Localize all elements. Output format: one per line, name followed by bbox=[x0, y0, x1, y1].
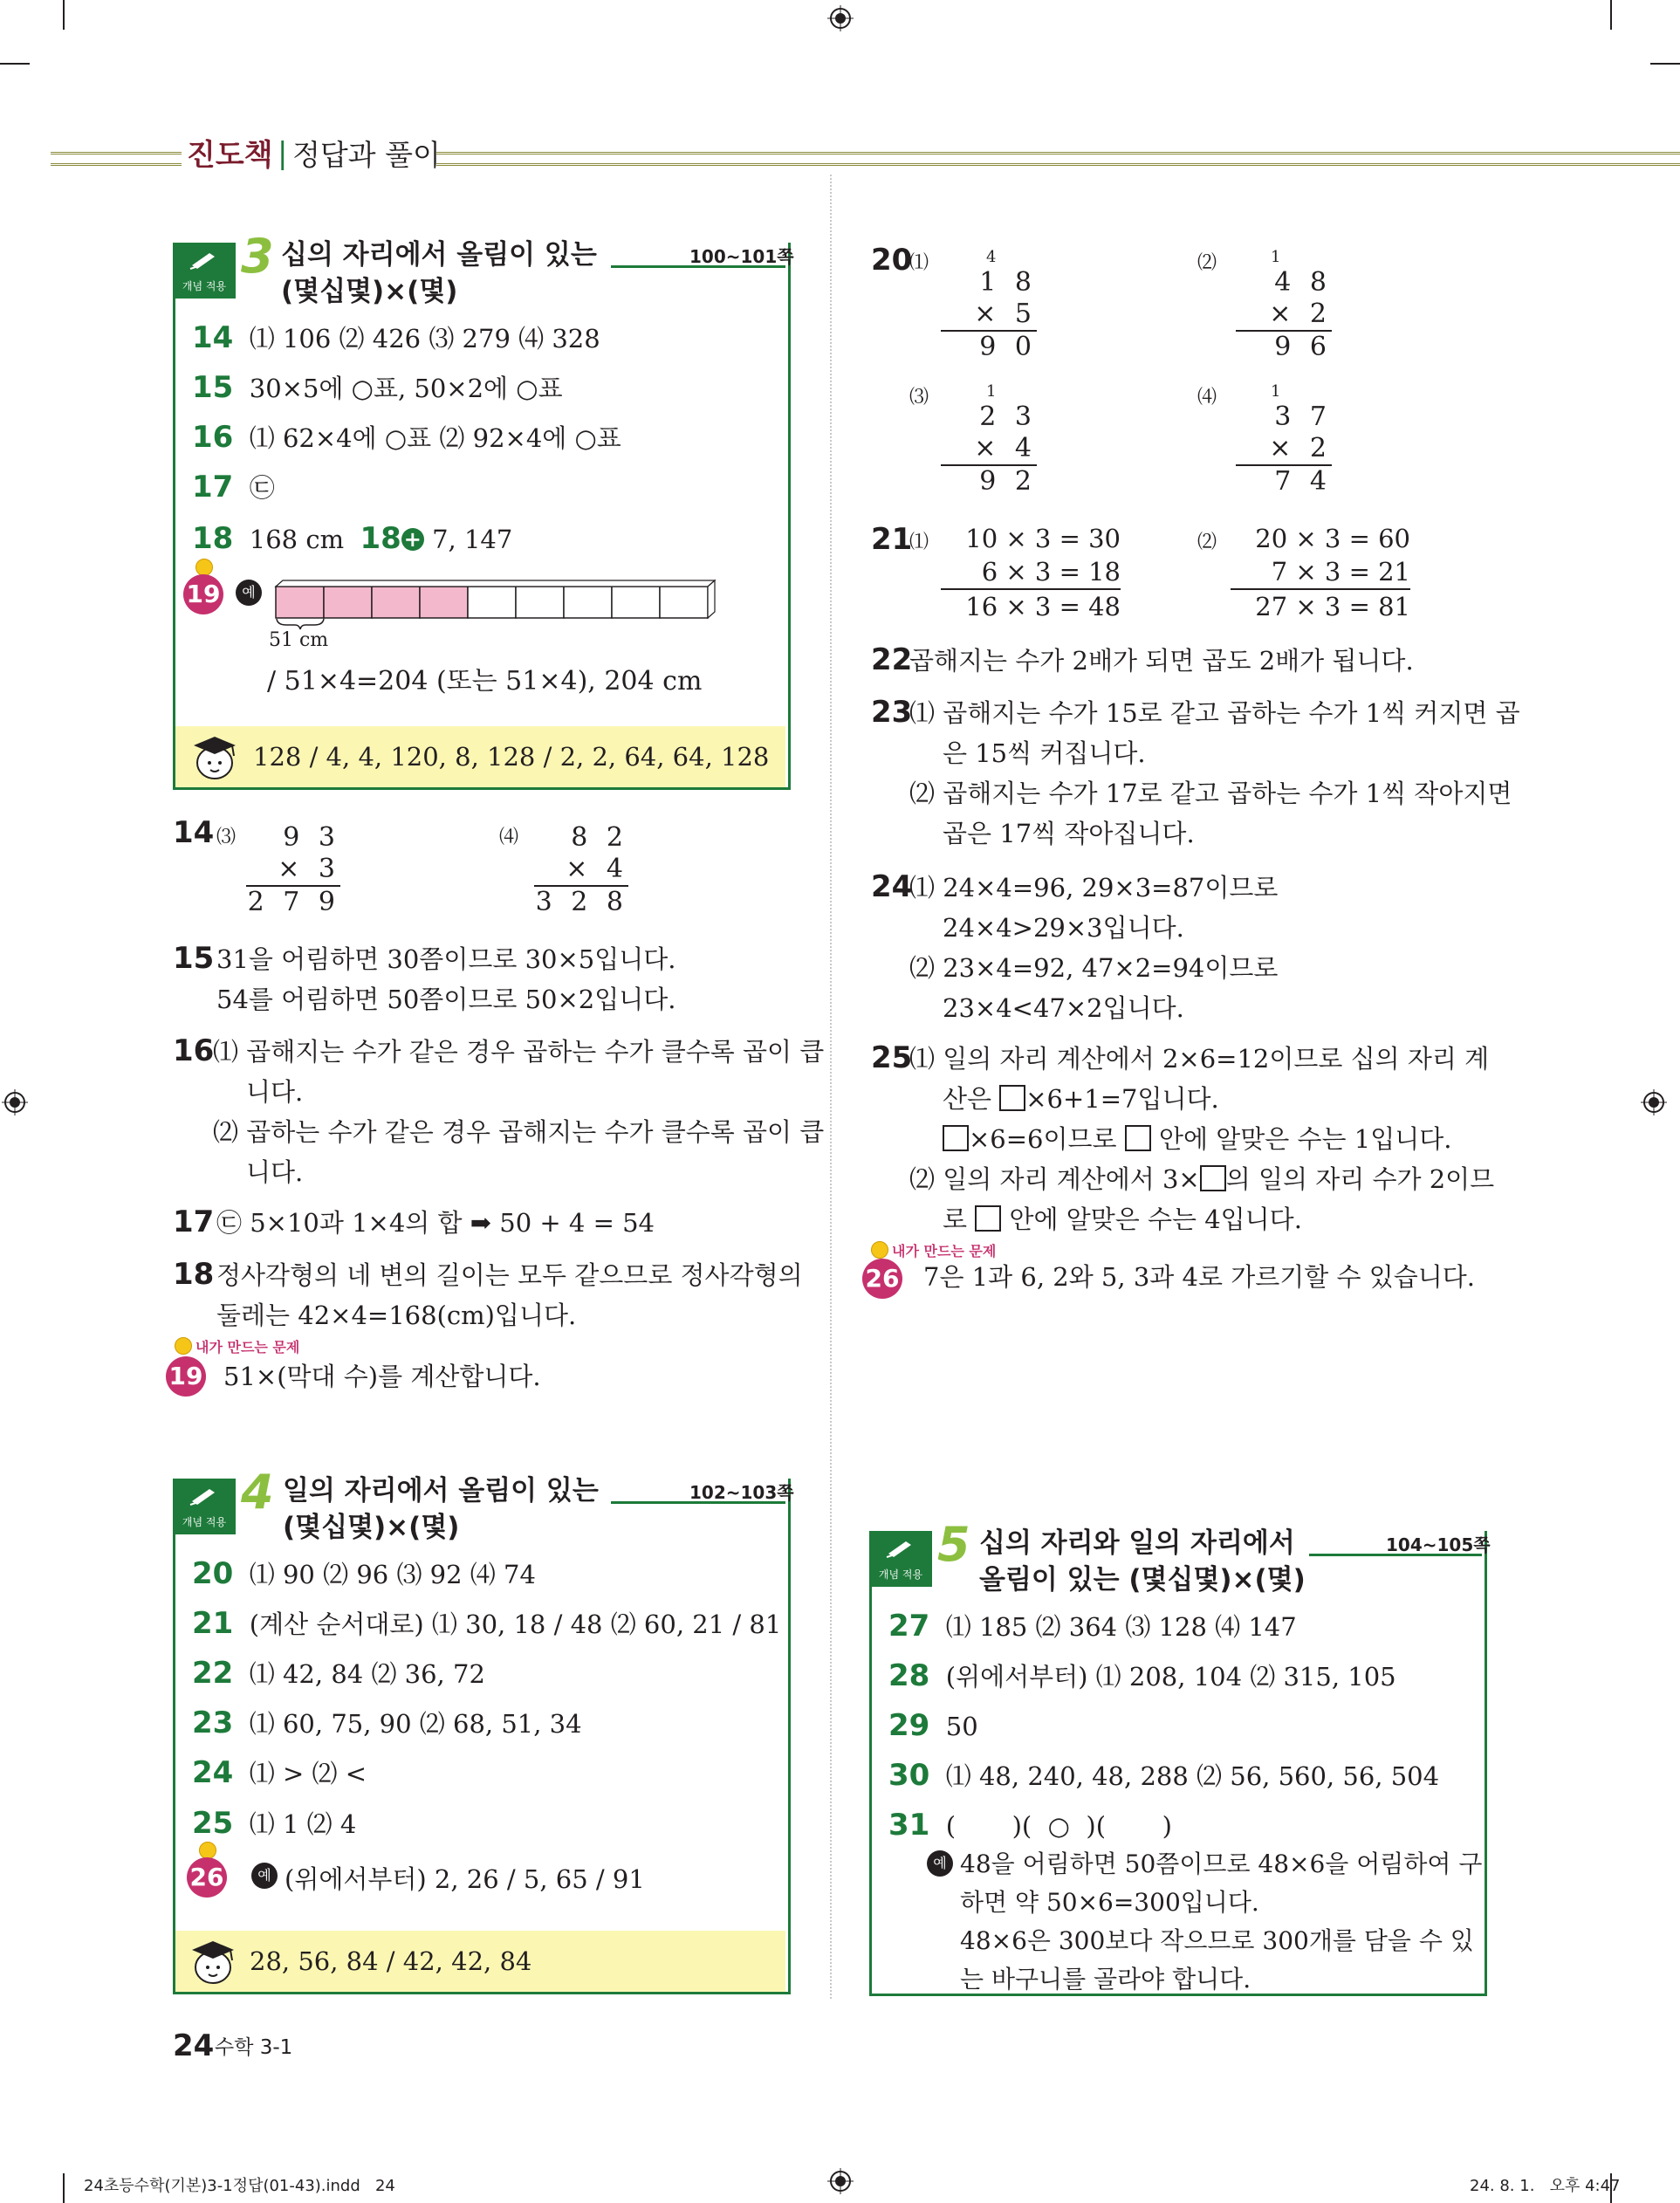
mult-b-row-1: 8 2 bbox=[571, 822, 628, 853]
sol-25-line-5 bbox=[943, 1199, 1302, 1239]
sol-23-line-2: 은 15씩 커집니다. bbox=[943, 738, 1146, 768]
sol-21-table-1 bbox=[941, 522, 1121, 623]
sol-20-mult-4 bbox=[1236, 382, 1332, 498]
scholar-character-icon bbox=[185, 1936, 237, 1985]
sec4-line-22 bbox=[192, 1653, 485, 1694]
sol-19-text: 51×(막대 수)를 계산합니다. bbox=[223, 1362, 541, 1391]
text-part: 안에 알맞은 수는 1입니다. bbox=[1150, 1124, 1452, 1154]
section-4-title-1: 일의 자리에서 올림이 있는 bbox=[283, 1475, 599, 1506]
q19-example-mark: 예 bbox=[236, 580, 262, 606]
crop-mark-top-left-v bbox=[63, 0, 65, 30]
smiley-icon-sol-26 bbox=[871, 1241, 888, 1259]
calc-row: 27 × 3 = 81 bbox=[1255, 592, 1410, 621]
sol-23-line-1: ⑴ 곱해지는 수가 15로 같고 곱하는 수가 1씩 커지면 곱 bbox=[909, 698, 1520, 728]
calc-row: 10 × 3 = 30 bbox=[965, 524, 1121, 553]
text-part: 로 bbox=[943, 1204, 976, 1234]
q28-number: 28 bbox=[888, 1658, 930, 1693]
q14-number: 14 bbox=[192, 320, 234, 355]
section-5-pages: 104~105쪽 bbox=[1386, 1534, 1491, 1555]
text-part: ×6+1=7입니다. bbox=[1025, 1084, 1219, 1114]
header-separator: | bbox=[278, 136, 288, 171]
sol-18-line-2: 둘레는 42×4=168(cm)입니다. bbox=[216, 1301, 577, 1330]
registration-mark-right bbox=[1641, 1089, 1667, 1115]
q19-bar-diagram bbox=[272, 578, 726, 621]
section-4-badge-label: 개념 적용 bbox=[182, 1516, 227, 1528]
q18-number: 18 bbox=[192, 521, 234, 556]
q21-answer: (계산 순서대로) ⑴ 30, 18 / 48 ⑵ 60, 21 / 81 bbox=[249, 1609, 782, 1639]
sol-25-number: 25 bbox=[871, 1040, 913, 1075]
bar-length-label: 51 cm bbox=[269, 629, 329, 651]
sol-21-number: 21 bbox=[871, 522, 913, 557]
sol-14-mult-a bbox=[246, 822, 340, 918]
sol-23-number: 23 bbox=[871, 695, 913, 730]
smiley-icon-26 bbox=[199, 1842, 216, 1859]
q14-answer: ⑴ 106 ⑵ 426 ⑶ 279 ⑷ 328 bbox=[249, 324, 600, 353]
q31-choices: ( )( ○ )( ) bbox=[945, 1811, 1172, 1841]
q18-plus-answer: 7, 147 bbox=[432, 525, 513, 554]
q26-answer: (위에서부터) 2, 26 / 5, 65 / 91 bbox=[285, 1864, 645, 1894]
mult-row: 9 0 bbox=[941, 330, 1037, 363]
crop-mark-top-right-v bbox=[1610, 0, 1612, 30]
mult-row: × 5 bbox=[974, 299, 1037, 329]
q20-number: 20 bbox=[192, 1556, 234, 1591]
q17-number: 17 bbox=[192, 470, 234, 504]
sec4-line-20 bbox=[192, 1554, 536, 1595]
sol-26-tag: 내가 만드는 문제 bbox=[892, 1243, 997, 1259]
footer-subject: 수학 3-1 bbox=[215, 2036, 293, 2059]
carry-digit: 1 bbox=[986, 382, 997, 401]
sec4-line-23 bbox=[192, 1703, 582, 1744]
text-part: 산은 bbox=[943, 1084, 1000, 1114]
section-3-number: 3 bbox=[241, 229, 274, 284]
section-5-number: 5 bbox=[937, 1517, 970, 1572]
smiley-icon-sol-19 bbox=[175, 1337, 192, 1355]
q31-line-4: 는 바구니를 골라야 합니다. bbox=[960, 1965, 1251, 1994]
sol-16-line-4: 니다. bbox=[246, 1157, 304, 1187]
scholar-character-icon bbox=[187, 731, 239, 780]
q24-number: 24 bbox=[192, 1755, 234, 1790]
q23-answer: ⑴ 60, 75, 90 ⑵ 68, 51, 34 bbox=[249, 1709, 582, 1739]
sol-16-line-3: ⑵ 곱하는 수가 같은 경우 곱해지는 수가 클수록 곱이 큽 bbox=[213, 1117, 825, 1147]
sol-15-number: 15 bbox=[173, 941, 215, 976]
q22-number: 22 bbox=[192, 1656, 234, 1691]
section-5-badge bbox=[869, 1531, 932, 1587]
column-divider bbox=[830, 175, 832, 1999]
sol-25-line-4 bbox=[909, 1159, 1494, 1199]
sec5-line-31 bbox=[888, 1805, 1172, 1846]
sol-21-label-2: ⑵ bbox=[1197, 532, 1217, 553]
sol-25-line-2 bbox=[943, 1079, 1219, 1119]
crop-mark-top-right bbox=[1650, 63, 1680, 65]
section-4-pages: 102~103쪽 bbox=[689, 1482, 794, 1503]
q23-number: 23 bbox=[192, 1705, 234, 1740]
sec3-line-18 bbox=[192, 518, 512, 559]
q21-number: 21 bbox=[192, 1606, 234, 1641]
header-brand: 진도책 bbox=[187, 138, 273, 173]
q18-plus-number: 18 bbox=[360, 521, 401, 556]
blank-box-icon bbox=[1200, 1165, 1226, 1191]
blank-box-icon bbox=[999, 1085, 1025, 1111]
sol-14-label-b: ⑷ bbox=[499, 827, 519, 848]
text-part: 안에 알맞은 수는 4입니다. bbox=[1001, 1204, 1302, 1234]
mult-row: × 2 bbox=[1269, 299, 1332, 329]
section-5-badge-label: 개념 적용 bbox=[878, 1568, 923, 1581]
calc-row: 7 × 3 = 21 bbox=[1231, 555, 1410, 590]
sol-15-line-2: 54를 어림하면 50쯤이므로 50×2입니다. bbox=[216, 985, 676, 1014]
sol-24-line-1: ⑴ 24×4=96, 29×3=87이므로 bbox=[909, 873, 1279, 902]
q19-number-circle: 19 bbox=[183, 574, 223, 614]
section-3-title-2: (몇십몇)×(몇) bbox=[281, 276, 458, 307]
sec3-line-14 bbox=[192, 318, 600, 359]
mult-b-row-3: 3 2 8 bbox=[535, 887, 628, 917]
pencil-hand-icon bbox=[883, 1536, 918, 1559]
q30-number: 30 bbox=[888, 1758, 930, 1793]
sol-24-line-4: 23×4<47×2입니다. bbox=[943, 993, 1184, 1023]
blank-box-icon bbox=[1125, 1125, 1151, 1151]
registration-mark-left bbox=[2, 1089, 28, 1115]
mult-row: × 4 bbox=[974, 433, 1037, 463]
mult-row: 9 2 bbox=[941, 464, 1037, 498]
section-3-title-1: 십의 자리에서 올림이 있는 bbox=[281, 239, 597, 271]
sol-24-line-3: ⑵ 23×4=92, 47×2=94이므로 bbox=[909, 953, 1279, 983]
sol-20-mult-2 bbox=[1236, 248, 1332, 363]
q19-answer: / 51×4=204 (또는 51×4), 204 cm bbox=[267, 666, 703, 697]
header-rule-left bbox=[51, 152, 182, 166]
sol-22-text: 곱해지는 수가 2배가 되면 곱도 2배가 됩니다. bbox=[909, 646, 1414, 676]
sol-25-line-1: ⑴ 일의 자리 계산에서 2×6=12이므로 십의 자리 계 bbox=[909, 1044, 1490, 1074]
sol-19-tag: 내가 만드는 문제 bbox=[195, 1339, 300, 1355]
mult-row: 1 8 bbox=[979, 267, 1037, 298]
q18-answer: 168 cm bbox=[249, 525, 345, 554]
mult-row: 2 3 bbox=[979, 401, 1037, 432]
sol-14-mult-b bbox=[534, 822, 628, 918]
sol-20-label-4: ⑷ bbox=[1197, 387, 1217, 408]
footer-date: 24. 8. 1. 오후 4:47 bbox=[1470, 2177, 1621, 2195]
sec3-line-17 bbox=[192, 467, 275, 508]
mult-row: 3 7 bbox=[1274, 401, 1332, 432]
header-title: 정답과 풀이 bbox=[292, 138, 441, 172]
sol-14-number: 14 bbox=[173, 815, 215, 850]
sol-20-label-1: ⑴ bbox=[909, 252, 929, 274]
q27-number: 27 bbox=[888, 1609, 930, 1644]
sol-21-label-1: ⑴ bbox=[909, 532, 929, 553]
smiley-icon-19 bbox=[195, 559, 213, 576]
q25-number: 25 bbox=[192, 1806, 234, 1841]
sol-20-label-2: ⑵ bbox=[1197, 252, 1217, 274]
sec5-line-27 bbox=[888, 1606, 1297, 1647]
plus-circle-icon: + bbox=[401, 528, 424, 551]
blank-box-icon bbox=[943, 1125, 969, 1151]
registration-mark-top bbox=[827, 5, 854, 31]
mult-row: × 2 bbox=[1269, 433, 1332, 463]
q31-example-mark: 예 bbox=[927, 1850, 953, 1877]
page-number: 24 bbox=[173, 2028, 215, 2063]
sol-14-label-a: ⑶ bbox=[216, 827, 237, 848]
q31-line-2: 하면 약 50×6=300입니다. bbox=[960, 1888, 1259, 1917]
mult-row: 7 4 bbox=[1236, 464, 1332, 498]
footer-file: 24초등수학(기본)3-1정답(01-43).indd 24 bbox=[84, 2177, 395, 2195]
mult-row: 9 6 bbox=[1236, 330, 1332, 363]
header-rule-right bbox=[436, 152, 1680, 166]
calc-row: 20 × 3 = 60 bbox=[1255, 524, 1410, 553]
section-4-badge bbox=[173, 1479, 236, 1534]
q26-example-mark: 예 bbox=[251, 1863, 278, 1889]
sol-18-line-1: 정사각형의 네 변의 길이는 모두 같으므로 정사각형의 bbox=[216, 1260, 803, 1290]
calc-row: 16 × 3 = 48 bbox=[965, 592, 1121, 621]
sec5-line-30 bbox=[888, 1755, 1439, 1796]
sec5-line-29 bbox=[888, 1705, 978, 1747]
sol-20-number: 20 bbox=[871, 243, 913, 278]
mult-a-row-3: 2 7 9 bbox=[247, 887, 340, 917]
sec4-line-21 bbox=[192, 1603, 781, 1644]
section-3-badge bbox=[173, 243, 236, 299]
text-part: ×6=6이므로 bbox=[969, 1124, 1125, 1154]
sol-18-number: 18 bbox=[173, 1257, 215, 1292]
section-5-title-1: 십의 자리와 일의 자리에서 bbox=[979, 1527, 1295, 1559]
section-3-pages: 100~101쪽 bbox=[689, 246, 794, 267]
sec3-line-15 bbox=[192, 367, 563, 408]
mult-b-row-2: × 4 bbox=[566, 854, 628, 884]
q20-answer: ⑴ 90 ⑵ 96 ⑶ 92 ⑷ 74 bbox=[249, 1560, 536, 1589]
section-4-summary: 28, 56, 84 / 42, 42, 84 bbox=[250, 1946, 532, 1976]
pencil-hand-icon bbox=[187, 1484, 222, 1506]
q31-line-3: 48×6은 300보다 작으므로 300개를 담을 수 있 bbox=[960, 1926, 1474, 1955]
section-4-number: 4 bbox=[241, 1465, 274, 1520]
q16-answer: ⑴ 62×4에 ○표 ⑵ 92×4에 ○표 bbox=[249, 423, 621, 453]
q31-line-1: 48을 어림하면 50쯤이므로 48×6을 어림하여 구 bbox=[960, 1850, 1483, 1878]
sol-19-number: 19 bbox=[166, 1356, 206, 1397]
sol-22-number: 22 bbox=[871, 642, 913, 677]
sol-24-number: 24 bbox=[871, 869, 913, 904]
section-3-summary: 128 / 4, 4, 120, 8, 128 / 2, 2, 64, 64, 128 bbox=[253, 742, 770, 772]
sol-16-line-1: ⑴ 곱해지는 수가 같은 경우 곱하는 수가 클수록 곱이 큽 bbox=[213, 1037, 825, 1067]
blank-box-icon bbox=[975, 1205, 1001, 1232]
sol-26-number: 26 bbox=[862, 1259, 902, 1299]
sol-23-line-3: ⑵ 곱해지는 수가 17로 같고 곱하는 수가 1씩 작아지면 bbox=[909, 779, 1512, 808]
q31-number: 31 bbox=[888, 1808, 930, 1843]
q26-number-circle: 26 bbox=[187, 1857, 227, 1898]
q22-answer: ⑴ 42, 84 ⑵ 36, 72 bbox=[249, 1659, 485, 1689]
crop-mark-bottom-left bbox=[63, 2173, 65, 2203]
text-part: 의 일의 자리 수가 2이므 bbox=[1225, 1164, 1495, 1194]
q27-answer: ⑴ 185 ⑵ 364 ⑶ 128 ⑷ 147 bbox=[945, 1612, 1297, 1642]
q28-answer: (위에서부터) ⑴ 208, 104 ⑵ 315, 105 bbox=[945, 1662, 1396, 1692]
q15-answer: 30×5에 ○표, 50×2에 ○표 bbox=[249, 374, 563, 403]
q29-number: 29 bbox=[888, 1708, 930, 1743]
sol-21-table-2 bbox=[1231, 522, 1410, 623]
sol-20-mult-1 bbox=[941, 248, 1037, 363]
q15-number: 15 bbox=[192, 370, 234, 405]
sol-23-line-4: 곱은 17씩 작아집니다. bbox=[943, 819, 1195, 848]
sol-16-line-2: 니다. bbox=[246, 1077, 304, 1107]
section-5-title-2: 올림이 있는 (몇십몇)×(몇) bbox=[979, 1564, 1306, 1596]
sol-17-text: ㉢ 5×10과 1×4의 합 ➡ 50 + 4 = 54 bbox=[216, 1208, 655, 1238]
mult-row: 4 8 bbox=[1274, 267, 1332, 298]
section-3-badge-label: 개념 적용 bbox=[182, 280, 227, 292]
pencil-hand-icon bbox=[187, 248, 222, 271]
sec4-line-25 bbox=[192, 1803, 356, 1844]
carry-digit: 1 bbox=[1271, 248, 1281, 266]
carry-digit: 1 bbox=[1271, 382, 1281, 401]
sol-16-number: 16 bbox=[173, 1033, 215, 1068]
q17-answer: ㉢ bbox=[249, 473, 275, 503]
calc-row: 6 × 3 = 18 bbox=[941, 555, 1121, 590]
sol-15-line-1: 31을 어림하면 30쯤이므로 30×5입니다. bbox=[216, 944, 676, 974]
q30-answer: ⑴ 48, 240, 48, 288 ⑵ 56, 560, 56, 504 bbox=[945, 1761, 1440, 1791]
sol-20-label-3: ⑶ bbox=[909, 387, 929, 408]
q25-answer: ⑴ 1 ⑵ 4 bbox=[249, 1809, 357, 1839]
sec5-line-28 bbox=[888, 1656, 1396, 1697]
mult-a-row-2: × 3 bbox=[278, 854, 340, 884]
mult-a-row-1: 9 3 bbox=[283, 822, 340, 853]
sol-25-line-3 bbox=[943, 1119, 1451, 1159]
sol-24-line-2: 24×4>29×3입니다. bbox=[943, 913, 1184, 943]
text-part: ⑵ 일의 자리 계산에서 3× bbox=[909, 1164, 1200, 1194]
sec4-line-24 bbox=[192, 1753, 367, 1794]
sol-20-mult-3 bbox=[941, 382, 1037, 498]
sol-17-number: 17 bbox=[173, 1204, 215, 1239]
registration-mark-bottom bbox=[827, 2168, 854, 2194]
sol-26-text: 7은 1과 6, 2와 5, 3과 4로 가르기할 수 있습니다. bbox=[923, 1262, 1475, 1292]
q24-answer: ⑴ > ⑵ < bbox=[249, 1759, 367, 1788]
crop-mark-top-left bbox=[0, 63, 30, 65]
q29-answer: 50 bbox=[945, 1712, 978, 1741]
carry-digit: 4 bbox=[986, 248, 997, 266]
q16-number: 16 bbox=[192, 420, 234, 455]
sec3-line-16 bbox=[192, 417, 621, 458]
section-4-title-2: (몇십몇)×(몇) bbox=[283, 1512, 460, 1543]
